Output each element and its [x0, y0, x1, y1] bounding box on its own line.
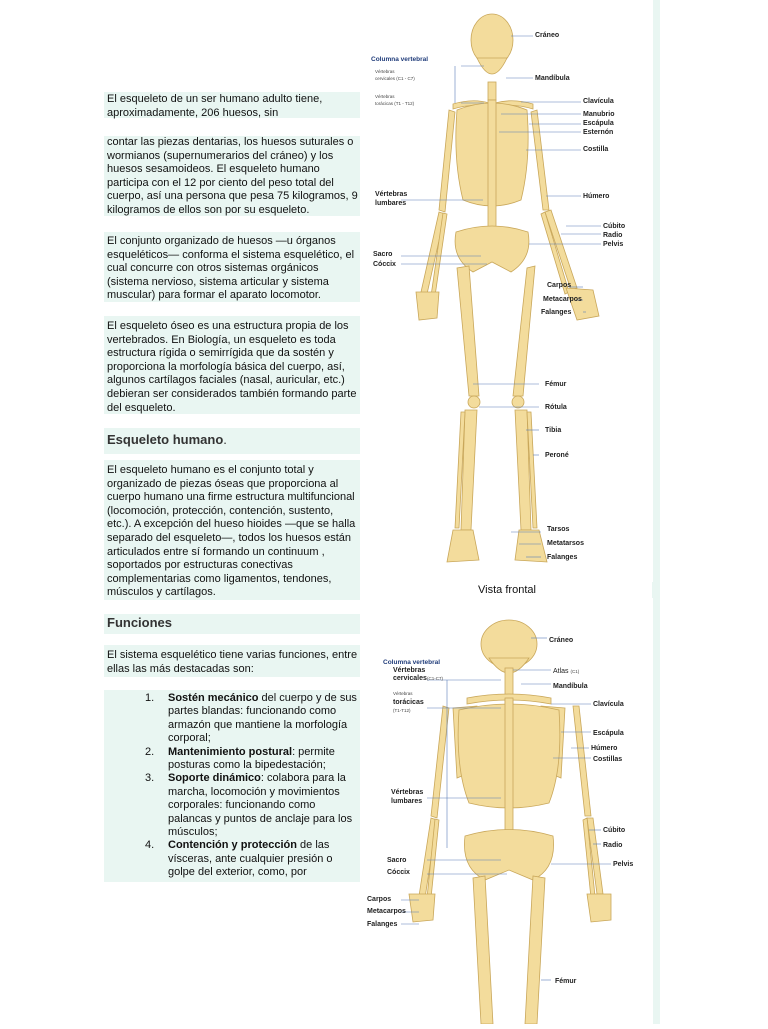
figure-caption: Vista frontal	[478, 584, 536, 596]
intro-paragraph: El esqueleto de un ser humano adulto tiene, aproximadamente, 206 huesos, sin	[107, 93, 323, 119]
list-item-text: : permite posturas como la bipedestación;	[168, 745, 335, 772]
front-label-lumbar2: lumbares	[375, 200, 407, 207]
front-label-radius: Radio	[603, 232, 623, 239]
list-number: 3.	[145, 772, 155, 785]
list-number: 4.	[145, 839, 155, 852]
skeleton-back-svg	[361, 598, 653, 1024]
skeleton-front-svg	[361, 0, 653, 582]
back-label-cervical1: Vértebras	[393, 667, 426, 674]
back-label-radius: Radio	[603, 842, 623, 849]
back-label-humerus: Húmero	[591, 745, 618, 752]
list-item-text: : colabora para la marcha, locomoción y movimientos corporales: funcionando como palancas y puntos de anclaje para los músculos;	[168, 772, 353, 839]
back-label-lumbar1: Vértebras	[391, 789, 424, 796]
list-number: 2.	[145, 745, 155, 758]
front-label-tibia: Tibia	[545, 427, 562, 434]
front-column-title: Columna vertebral	[371, 56, 429, 63]
back-label-atlas	[553, 668, 580, 675]
back-label-thoracic-sub: (T1-T12)	[393, 708, 411, 713]
front-label-skull: Cráneo	[535, 32, 560, 39]
back-label-ulna: Cúbito	[603, 827, 626, 834]
front-label-metacarpals: Metacarpos	[543, 296, 582, 303]
front-label-phalanges-foot: Falanges	[547, 554, 578, 561]
front-label-fibula: Peroné	[545, 452, 569, 459]
skeleton-back-figure	[361, 598, 653, 1024]
front-label-rib: Costilla	[583, 146, 609, 153]
list-number: 1.	[145, 692, 155, 704]
back-column-title: Columna vertebral	[383, 659, 441, 666]
front-label-cervical: Vértebras	[375, 69, 395, 74]
front-label-carpals: Carpos	[547, 282, 572, 289]
list-item-bold: Mantenimiento postural	[168, 745, 293, 758]
back-label-metacarpals: Metacarpos	[367, 908, 406, 915]
back-label-lumbar2: lumbares	[391, 798, 423, 805]
front-label-scapula: Escápula	[583, 120, 614, 127]
front-label-cervical-sub: cervicales (C1 - C7)	[375, 76, 415, 81]
front-label-pelvis: Pelvis	[603, 241, 624, 248]
heading-dot: .	[223, 432, 227, 447]
front-label-phalanges: Falanges	[541, 309, 572, 316]
list-item	[145, 772, 360, 839]
front-label-coccyx: Cóccix	[373, 261, 396, 268]
front-label-thoracic-sub: torácicas (T1 - T12)	[375, 101, 415, 106]
back-label-thoracic2: torácicas	[393, 699, 424, 706]
back-label-sacrum: Sacro	[387, 857, 407, 864]
bone-skeleton-paragraph: El esqueleto óseo es una estructura propia de los vertebrados. En Biología, un esqueleto es toda estructura rígida o semirrígida que da sostén y proporciona la morfología básica del cuerpo, así, algunos cartílagos faciales (nasal, auricular, etc.) debieran ser considerados también formando parte del esqueleto.	[107, 320, 357, 414]
front-label-clavicle: Clavícula	[583, 98, 614, 105]
back-label-coccyx: Cóccix	[387, 869, 410, 876]
list-item-bold: Sostén mecánico	[168, 692, 259, 704]
functions-list	[145, 692, 360, 880]
back-label-thoracic1: Vértebras	[393, 691, 413, 696]
back-label-ribs: Costillas	[593, 756, 623, 763]
front-label-manubrium: Manubrio	[583, 111, 615, 118]
back-label-carpals: Carpos	[367, 896, 392, 903]
back-label-femur: Fémur	[555, 978, 577, 985]
list-item-bold: Contención y protección	[168, 839, 297, 852]
heading-esqueleto-humano-text: Esqueleto humano	[107, 432, 224, 447]
heading-funciones: Funciones	[107, 615, 173, 630]
front-label-thoracic: Vértebras	[375, 94, 395, 99]
front-label-mandible: Mandíbula	[535, 75, 570, 82]
front-label-tarsals: Tarsos	[547, 526, 570, 533]
list-item-text: de las vísceras, ante cualquier presión o golpe del exterior, como, por	[168, 839, 333, 879]
front-label-femur: Fémur	[545, 381, 567, 388]
front-label-lumbar1: Vértebras	[375, 191, 408, 198]
human-skeleton-paragraph: El esqueleto humano es el conjunto total y organizado de piezas óseas que proporciona al cuerpo humano una firme estructura multifuncional (locomoción, protección, contención, sustento, etc.). A excepción del hueso hioides —que se halla separado del esqueleto—, todos los huesos están articulados entre sí formando un continuum , soportados por estructuras conectivas complementarias como ligamentos, tendones, músculos y cartílagos.	[107, 464, 356, 599]
back-label-skull: Cráneo	[549, 637, 574, 644]
back-label-atlas-sub: (C1)	[570, 669, 580, 674]
figure-side-band	[652, 0, 660, 1024]
list-item-bold: Soporte dinámico	[168, 772, 261, 785]
functions-intro-paragraph: El sistema esquelético tiene varias funciones, entre ellas las más destacadas son:	[107, 649, 358, 675]
front-label-ulna: Cúbito	[603, 223, 626, 230]
front-label-humerus: Húmero	[583, 193, 610, 200]
back-label-cervical2: cervicales	[393, 675, 427, 682]
front-label-patella: Rótula	[545, 404, 567, 411]
back-label-phalanges: Falanges	[367, 921, 398, 928]
back-label-pelvis: Pelvis	[613, 861, 634, 868]
list-item-text: del cuerpo y de sus partes blandas: funcionando como armazón que mantiene la morfología corporal;	[168, 692, 357, 745]
back-label-mandible: Mandíbula	[553, 683, 588, 690]
back-label-scapula: Escápula	[593, 730, 624, 737]
heading-esqueleto-humano	[107, 432, 227, 447]
weight-paragraph: contar las piezas dentarias, los huesos suturales o wormianos (supernumerarios del cráneo) y los huesos sesamoideos. El esqueleto humano participa con el 12 por ciento del peso total del cuerpo, así una persona que pesa 75 kilogramos, 9 kilogramos de ellos son por su esqueleto.	[107, 136, 358, 216]
skeleton-front-figure	[361, 0, 653, 582]
list-item	[145, 839, 360, 879]
front-label-sternum: Esternón	[583, 129, 614, 136]
list-item	[145, 692, 360, 746]
list-item	[145, 745, 360, 773]
back-label-clavicle: Clavícula	[593, 701, 624, 708]
skeletal-system-paragraph: El conjunto organizado de huesos —u órganos esqueléticos— conforma el sistema esquelético, el cual concurre con otros sistemas orgánicos (sistema nervioso, sistema articular y sistema muscular) para formar el aparato locomotor.	[107, 235, 355, 302]
back-label-cervical-sub: (C1-C7)	[427, 676, 444, 681]
front-label-sacrum: Sacro	[373, 251, 393, 258]
back-label-atlas-name: Atlas	[553, 668, 569, 675]
front-label-metatarsals: Metatarsos	[547, 540, 584, 547]
